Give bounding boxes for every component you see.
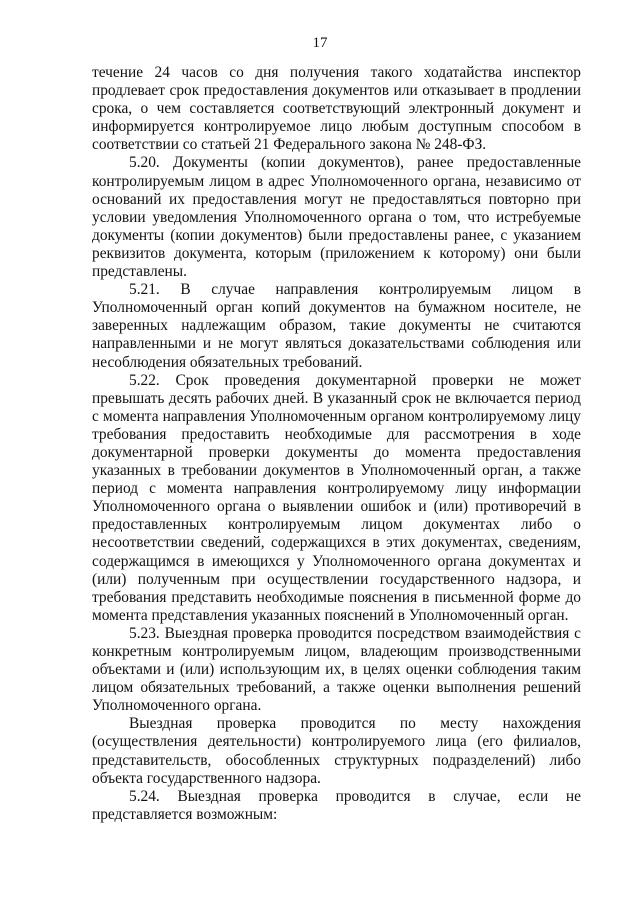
document-body [92,64,581,824]
paragraph-clause-5-23: 5.23. Выездная проверка проводится посредством взаимодействия с конкретным контролируемым лицом, владеющим производственными объектами и (или) использующим их, в целях оценки соблюдения таким лицом обязательных требований, а также оценки выполнения решений Уполномоченного органа. [92,624,581,715]
paragraph-clause-5-20: 5.20. Документы (копии документов), ранее предоставленные контролируемым лицом в адрес Уполномоченного органа, независимо от оснований их предоставления могут не предоставляться повторно при условии уведомления Уполномоченного органа о том, что истребуемые документы (копии документов) были предоставлены ранее, с указанием реквизитов документа, которым (приложением к которому) они были представлены. [92,154,581,281]
paragraph-clause-5-21: 5.21. В случае направления контролируемым лицом в Уполномоченный орган копий документов на бумажном носителе, не заверенных надлежащим образом, такие документы не считаются направленными и не могут являться доказательствами соблюдения или несоблюдения обязательных требований. [92,281,581,371]
paragraph-clause-5-23-place: Выездная проверка проводится по месту нахождения (осуществления деятельности) контролируемого лица (его филиалов, представительств, обособленных структурных подразделений) либо объекта государственного надзора. [92,715,581,787]
page-number: 17 [312,35,328,51]
paragraph-clause-5-24: 5.24. Выездная проверка проводится в случае, если не представляется возможным: [92,787,581,823]
paragraph-continuation: течение 24 часов со дня получения такого ходатайства инспектор продлевает срок предоставления документов или отказывает в продлении срока, о чем составляется соответствующий электронный документ и информируется контролируемое лицо любым доступным способом в соответствии со статьей 21 Федерального закона № 248-ФЗ. [92,64,581,154]
paragraph-clause-5-22: 5.22. Срок проведения документарной проверки не может превышать десять рабочих дней. В указанный срок не включается период с момента направления Уполномоченным органом контролируемому лицу требования предоставить необходимые для рассмотрения в ходе документарной проверки документы до момента предоставления указанных в требовании документов в Уполномоченный орган, а также период с момента направления контролируемому лицу информации Уполномоченного органа о выявлении ошибок и (или) противоречий в предоставленных контролируемым лицом документах либо о несоответствии сведений, содержащихся в этих документах, сведениям, содержащимся в имеющихся у Уполномоченного органа документах и (или) полученным при осуществлении государственного надзора, и требования представить необходимые пояснения в письменной форме до момента представления указанных пояснений в Уполномоченный орган. [92,371,581,624]
